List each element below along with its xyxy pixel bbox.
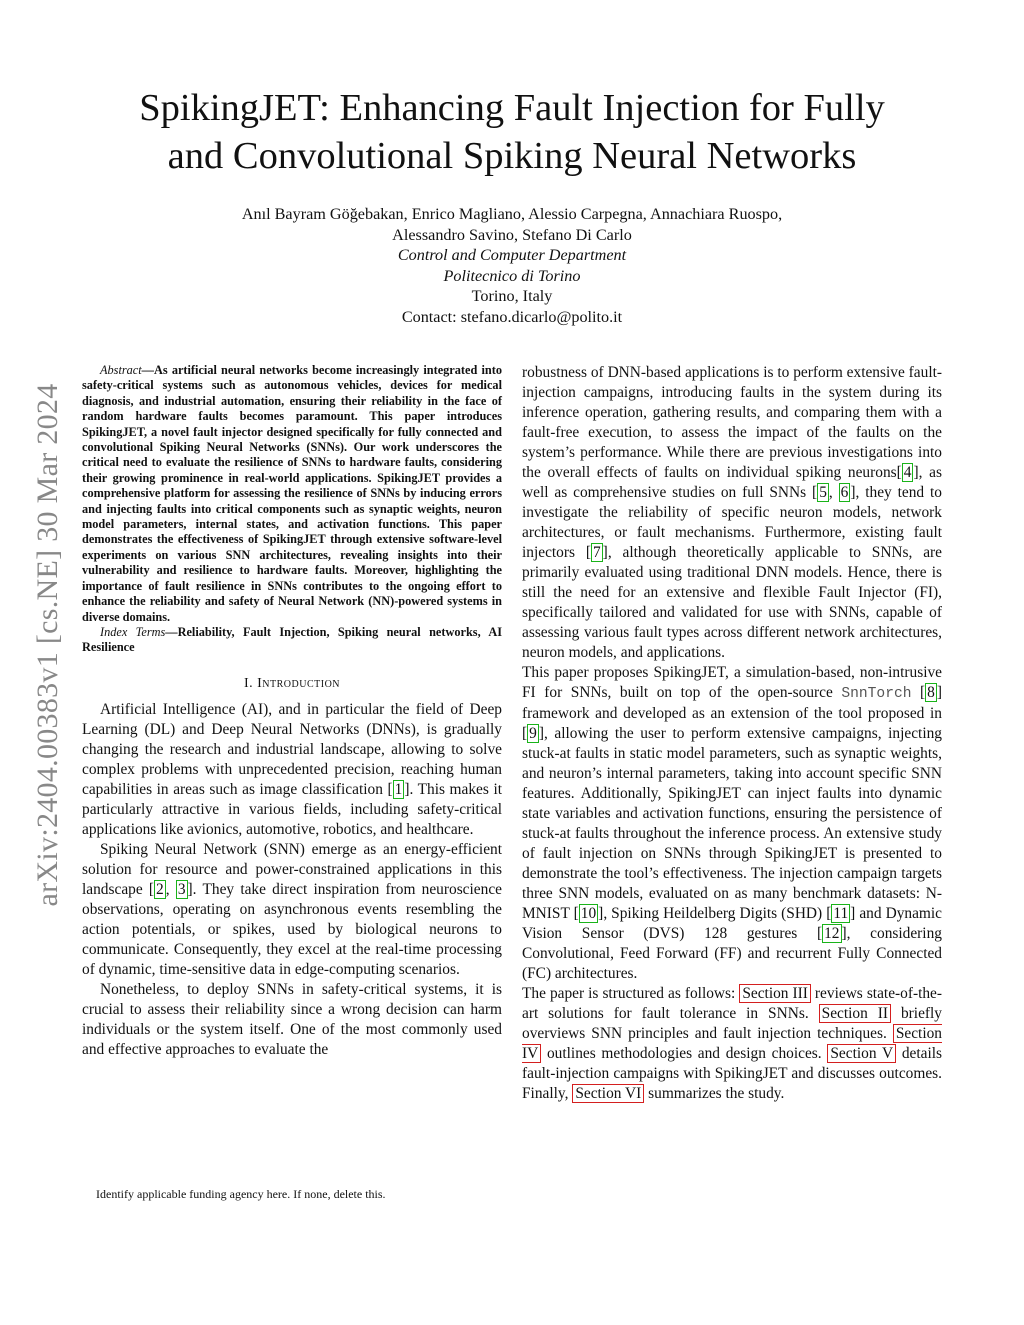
citation-link[interactable]: 12: [824, 925, 840, 942]
author-contact: Contact: stefano.dicarlo@polito.it: [401, 307, 623, 326]
text-run: , they tend to investigate the reliability of specific neuron models, network architectures, or fault mechanisms. Furthermore, existing fault injectors: [522, 484, 942, 561]
citation-link[interactable]: 1: [394, 780, 403, 798]
text-run: details fault-injection campaigns with SpikingJET and discusses outcomes. Finally,: [522, 1045, 942, 1102]
citation-link[interactable]: 9: [529, 725, 537, 742]
arxiv-identifier: [32, 345, 64, 945]
section-number: I.: [243, 675, 254, 691]
text-run: Artificial Intelligence (AI), and in particular the field of Deep Learning (DL) and Deep Neural Networks (DNNs), is gradually changing the research and industrial landscape, allowing to solve complex problems with unprecedented precision, reaching human capabilities in areas such as image classification: [82, 700, 502, 798]
section-heading-introduction: [82, 676, 502, 692]
citation-link[interactable]: 8: [927, 684, 935, 701]
right-paragraph-2: This paper proposes SpikingJET, a simulation-based, non-intrusive FI for SNNs, built on top of the open-source SnnTorch [ 8 ] framework and developed as an extension of the tool proposed in [ 9 ], allowing the user to perform extensive campaigns, injecting stuck-at faults in static model parameters, such as synaptic weights, and neuron’s internal parameters, taking into account specific SNN features. Additionally, SpikingJET can inject faults into dynamic state variables and activation functions, ensuring the persistence of stuck-at faults throughout the inference process. An extensive study of fault injection on SNNs through SpikingJET is presented to demonstrate the tool’s effectiveness. The injection campaign targets three SNN models, evaluated on as many benchmark datasets: N-MNIST [ 10 ], Spiking Heildelberg Digits (SHD) [ 11 ] and Dynamic Vision Sensor (DVS) 128 gestures [ 12 ], considering Convolutional, Feed Forward (FF) and recurrent Fully Connected (FC) architectures.: [522, 664, 942, 982]
text-run: outlines methodologies and design choices.: [541, 1045, 828, 1062]
text-run: summarizes the study.: [644, 1085, 785, 1102]
author-names-line-1: Anıl Bayram Göğebakan, Enrico Magliano, Alessio Carpegna, Annachiara Ruospo,: [241, 205, 783, 223]
citation-link[interactable]: 7: [592, 544, 601, 561]
index-terms-lead: Index Terms: [100, 624, 166, 639]
funding-footnote: Identify applicable funding agency here. If none, delete this.: [96, 1187, 386, 1201]
section-link[interactable]: Section II: [819, 1004, 891, 1023]
text-run: , considering Convolutional, Feed Forward (FF) and recurrent Fully Connected (FC) architectures.: [522, 925, 942, 982]
abstract-text: —As artificial neural networks become increasingly integrated into safety-critical systems such as autonomous vehicles, devices for medical diagnosis, and industrial automation, ensuring their reliability in the face of random hardware faults becomes paramount. This paper introduces SpikingJET, a novel fault injector designed specifically for fully connected and convolutional Spiking Neural Networks (SNNs). Our work underscores the critical need to evaluate the resilience of SNNs to hardware faults, considering their growing prominence in real-world applications. SpikingJET provides a comprehensive platform for assessing the resilience of SNNs by inducing errors and injecting faults into critical components such as synaptic weights, neuron model parameters, internal states, and activation functions. This paper demonstrates the effectiveness of SpikingJET through extensive software-level experiments on various SNN architectures, revealing insights into their vulnerability and resilience to hardware faults. Moreover, highlighting the importance of fault resilience in SNNs contributes to the ongoing effort to enhance the reliability and safety of Neural Network (NN)-powered systems in diverse domains.: [82, 363, 502, 624]
arxiv-stamp-text: arXiv:2404.00383v1 [cs.NE] 30 Mar 2024: [31, 383, 64, 907]
section-title: Introduction: [257, 675, 341, 691]
author-names-line-2: Alessandro Savino, Stefano Di Carlo: [392, 225, 632, 244]
right-paragraph-3: [522, 984, 942, 1104]
text-run: framework and developed as an extension of the tool proposed in: [522, 705, 942, 722]
text-run: . This makes it particularly attractive in various fields, including safety-critical applications like avionics, automotive, robotics, and healthcare.: [82, 780, 502, 838]
index-terms-text: —Reliability, Fault Injection, Spiking neural networks, AI Resilience: [82, 624, 502, 655]
text-run: The paper is structured as follows:: [522, 985, 740, 1002]
citation-link[interactable]: 11: [833, 905, 849, 922]
text-run: , allowing the user to perform extensive campaigns, injecting stuck-at faults in static model parameters, such as synaptic weights, and neuron’s internal parameters, taking into account specific SNN features. Additionally, SpikingJET can inject faults into dynamic state variables and activation functions, ensuring the persistence of stuck-at faults throughout the inference process. An extensive study of fault injection on SNNs through SpikingJET is presented to demonstrate the tool’s effectiveness. The injection campaign targets three SNN models, evaluated on as many benchmark datasets: N-MNIST: [522, 725, 942, 922]
citation-link[interactable]: 3: [177, 880, 186, 898]
snntorch-code: SnnTorch: [841, 686, 912, 702]
text-run: reviews state-of-the-art solutions for fault tolerance in SNNs.: [522, 985, 943, 1022]
paper-title: [90, 84, 934, 180]
text-run: , Spiking Heildelberg Digits (SHD): [603, 905, 827, 922]
index-terms: [82, 625, 502, 656]
title-line-2: and Convolutional Spiking Neural Networks: [167, 135, 857, 177]
text-run: . They take direct inspiration from neuroscience observations, operating on asynchronous events resembling the action potentials, or spikes, used by biological neurons to communicate. Consequently, they excel at the real-time processing of dynamic, time-sensitive data in edge-computing scenarios.: [82, 880, 502, 978]
section-link[interactable]: Section IV: [522, 1025, 942, 1062]
citation-link[interactable]: 10: [580, 905, 597, 922]
citation-link[interactable]: 5: [819, 484, 827, 501]
text-run: This paper proposes SpikingJET, a simulation-based, non-intrusive FI for SNNs, built on top of the open-source: [522, 664, 942, 701]
intro-paragraph-3: Nonetheless, to deploy SNNs in safety-critical systems, it is crucial to assess their reliability since a wrong decision can harm individuals or the system itself. One of the most commonly used and effective approaches to evaluate the: [82, 980, 502, 1058]
text-run: and Dynamic Vision Sensor (DVS) 128 gestures: [522, 905, 942, 942]
author-department: Control and Computer Department: [397, 246, 627, 265]
section-link[interactable]: Section V: [827, 1044, 896, 1063]
text-run: , although theoretically applicable to SNNs, are primarily evaluated using traditional DNN models. Hence, there is still the need for an extensive and flexible Fault Injector (FI), specifically tailored and validated for use with SNNs, capable of assessing various fault types across different network architectures, neuron models, and applications.: [522, 544, 942, 661]
section-link[interactable]: Section III: [739, 984, 811, 1003]
text-run: briefly overviews SNN principles and fault injection techniques.: [522, 1005, 942, 1042]
abstract: [82, 363, 502, 625]
author-location: Torino, Italy: [471, 287, 553, 306]
citation-link[interactable]: 2: [156, 880, 164, 898]
text-run: Spiking Neural Network (SNN) emerge as an energy-efficient solution for resource and power-constrained applications in this landscape: [82, 840, 502, 898]
left-column: [82, 363, 502, 1060]
right-column: [522, 363, 942, 1104]
citation-link[interactable]: 4: [903, 464, 912, 481]
intro-paragraph-2: Spiking Neural Network (SNN) emerge as an energy-efficient solution for resource and power-constrained applications in this landscape [ 2 , 3 ]. They take direct inspiration from neuroscience observations, operating on asynchronous events resembling the action potentials, or spikes, used by biological neurons to communicate. Consequently, they excel at the real-time processing of dynamic, time-sensitive data in edge-computing scenarios.: [82, 840, 502, 978]
title-line-1: SpikingJET: Enhancing Fault Injection for Fully: [139, 87, 885, 129]
abstract-lead: Abstract: [100, 363, 142, 377]
citation-link[interactable]: 6: [840, 484, 849, 501]
section-link[interactable]: Section VI: [572, 1084, 644, 1103]
text-run: robustness of DNN-based applications is to perform extensive fault-injection campaigns, introducing faults in the system during its inference operation, gathering results, and comparing them with a fault-free execution, to assess the impact of the faults on the system’s performance. While there are previous investigations into the overall effects of faults on individual spiking neurons: [522, 364, 942, 481]
author-institution: Politecnico di Torino: [443, 266, 581, 285]
text-run: , as well as comprehensive studies on full SNNs: [522, 464, 942, 501]
right-paragraph-1: robustness of DNN-based applications is to perform extensive fault-injection campaigns, introducing faults in the system during its inference operation, gathering results, and comparing them with a fault-free execution, to assess the impact of the faults on the system’s performance. While there are previous investigations into the overall effects of faults on individual spiking neurons[ 4 ], as well as comprehensive studies on full SNNs [ 5 , 6 ], they tend to investigate the reliability of specific neuron models, network architectures, or fault mechanisms. Furthermore, existing fault injectors [ 7 ], although theoretically applicable to SNNs, are primarily evaluated using traditional DNN models. Hence, there is still the need for an extensive and flexible Fault Injector (FI), specifically tailored and validated for use with SNNs, capable of assessing various fault types across different network architectures, neuron models, and applications.: [522, 364, 942, 661]
author-block: [90, 204, 934, 328]
intro-paragraph-1: Artificial Intelligence (AI), and in particular the field of Deep Learning (DL) and Deep Neural Networks (DNNs), is gradually changing the research and industrial landscape, allowing to solve complex problems with unprecedented precision, reaching human capabilities in areas such as image classification [ 1 ]. This makes it particularly attractive in various fields, including safety-critical applications like avionics, automotive, robotics, and healthcare.: [82, 700, 502, 838]
